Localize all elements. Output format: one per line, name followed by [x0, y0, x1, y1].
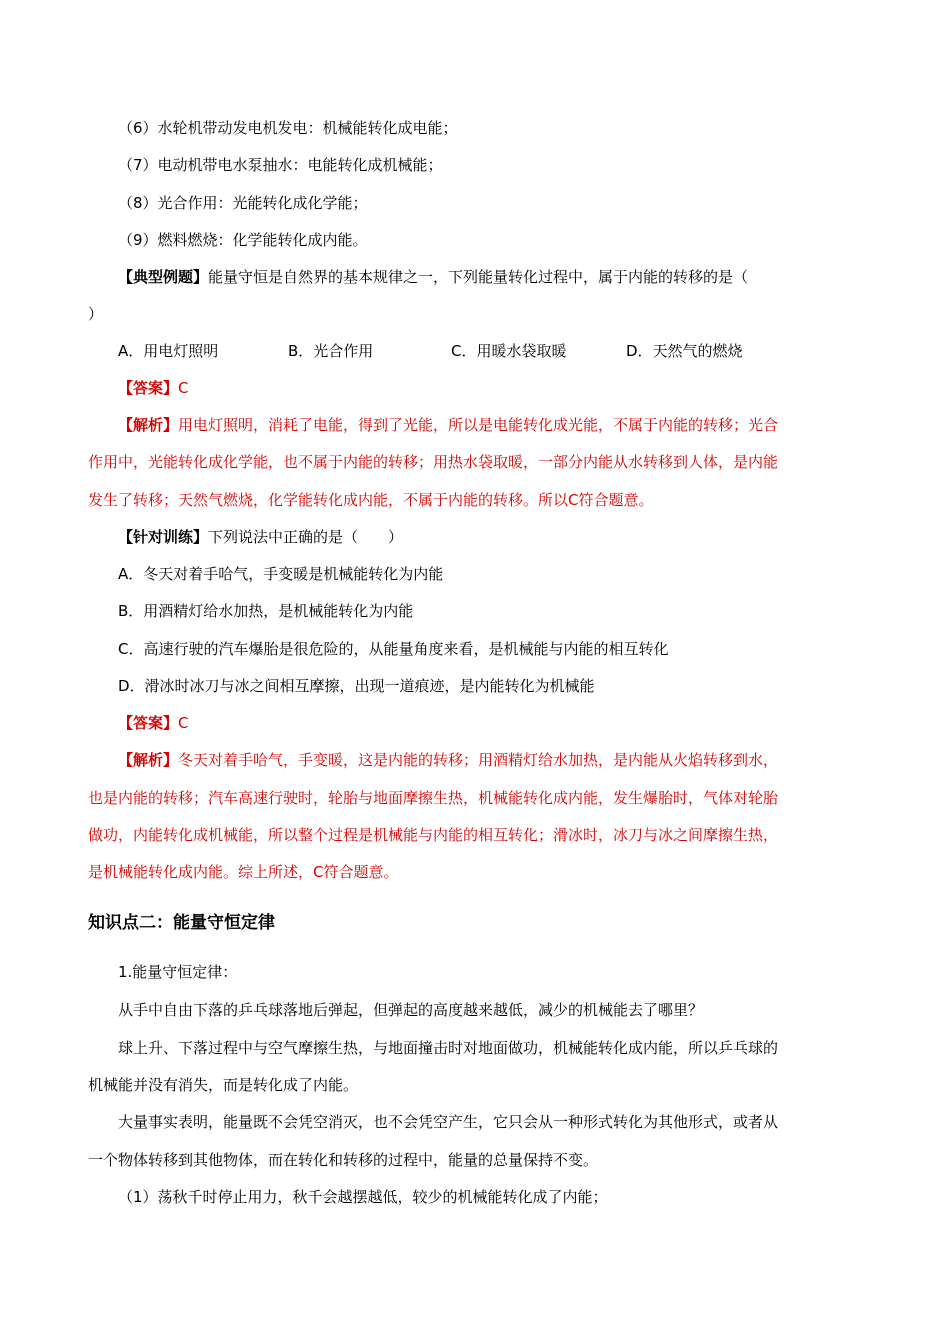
- training-answer-tag: 【答案】: [118, 714, 179, 732]
- section-para-3-line-1: 大量事实表明，能量既不会凭空消灭，也不会凭空产生，它只会从一种形式转化为其他形式，或者从: [118, 1113, 779, 1131]
- section-para-3-line-2: 一个物体转移到其他物体，而在转化和转移的过程中，能量的总量保持不变。: [88, 1151, 599, 1169]
- example-answer-value: C: [178, 379, 189, 397]
- section-heading: 知识点二：能量守恒定律: [88, 913, 275, 933]
- training-answer-value: C: [178, 714, 189, 732]
- item-8: （8）光合作用：光能转化成化学能；: [118, 194, 368, 212]
- example-option-d: D．天然气的燃烧: [626, 342, 743, 360]
- training-analysis-tag: 【解析】: [118, 751, 179, 769]
- item-6: （6）水轮机带动发电机发电：机械能转化成电能；: [118, 119, 458, 137]
- training-analysis-text: 冬天对着手哈气，手变暖，这是内能的转移；用酒精灯给水加热，是内能从火焰转移到水，: [178, 751, 779, 769]
- example-analysis-text: 用电灯照明，消耗了电能，得到了光能，所以是电能转化成光能，不属于内能的转移；光合: [178, 416, 779, 434]
- example-question-cont: ）: [88, 305, 104, 323]
- section-item-1: （1）荡秋千时停止用力，秋千会越摆越低，较少的机械能转化成了内能；: [118, 1188, 608, 1206]
- example-answer: [118, 378, 898, 398]
- training-question: [118, 527, 898, 547]
- training-option-d: D．滑冰时冰刀与冰之间相互摩擦，出现一道痕迹，是内能转化为机械能: [118, 677, 595, 695]
- section-subheading: 1.能量守恒定律：: [118, 963, 238, 981]
- example-question: [118, 267, 898, 287]
- training-answer: [118, 713, 898, 733]
- training-analysis-2: 也是内能的转移；汽车高速行驶时，轮胎与地面摩擦生热，机械能转化成内能，发生爆胎时，气体对轮胎: [88, 789, 779, 807]
- training-tag: 【针对训练】: [118, 528, 209, 546]
- example-question-text: 能量守恒是自然界的基本规律之一，下列能量转化过程中，属于内能的转移的是（: [208, 268, 749, 286]
- training-analysis-1: [118, 750, 898, 770]
- training-analysis-3: 做功，内能转化成机械能，所以整个过程是机械能与内能的相互转化；滑冰时，冰刀与冰之间摩擦生热，: [88, 826, 779, 844]
- example-analysis-2: 作用中，光能转化成化学能，也不属于内能的转移；用热水袋取暖，一部分内能从水转移到人体，是内能: [88, 453, 779, 471]
- training-option-a: A．冬天对着手哈气，手变暖是机械能转化为内能: [118, 565, 444, 583]
- section-para-2-line-1: 球上升、下落过程中与空气摩擦生热，与地面撞击时对地面做功，机械能转化成内能，所以乒乓球的: [118, 1039, 779, 1057]
- example-tag: 【典型例题】: [118, 268, 209, 286]
- item-7: （7）电动机带电水泵抽水：电能转化成机械能；: [118, 156, 443, 174]
- training-analysis-4: 是机械能转化成内能。综上所述，C符合题意。: [88, 863, 399, 881]
- example-analysis-1: [118, 415, 898, 435]
- example-answer-tag: 【答案】: [118, 379, 179, 397]
- example-option-c: C．用暖水袋取暖: [451, 342, 567, 360]
- section-para-1: 从手中自由下落的乒乓球落地后弹起，但弹起的高度越来越低，减少的机械能去了哪里？: [118, 1001, 704, 1019]
- example-option-a: A．用电灯照明: [118, 342, 219, 360]
- training-option-b: B．用酒精灯给水加热，是机械能转化为内能: [118, 602, 414, 620]
- training-question-text: 下列说法中正确的是（ ）: [208, 528, 404, 546]
- example-analysis-tag: 【解析】: [118, 416, 179, 434]
- section-para-2-line-2: 机械能并没有消失，而是转化成了内能。: [88, 1076, 359, 1094]
- training-option-c: C．高速行驶的汽车爆胎是很危险的，从能量角度来看，是机械能与内能的相互转化: [118, 640, 669, 658]
- item-9: （9）燃料燃烧：化学能转化成内能。: [118, 231, 368, 249]
- example-analysis-3: 发生了转移；天然气燃烧，化学能转化成内能，不属于内能的转移。所以C符合题意。: [88, 491, 654, 509]
- example-option-b: B．光合作用: [288, 342, 374, 360]
